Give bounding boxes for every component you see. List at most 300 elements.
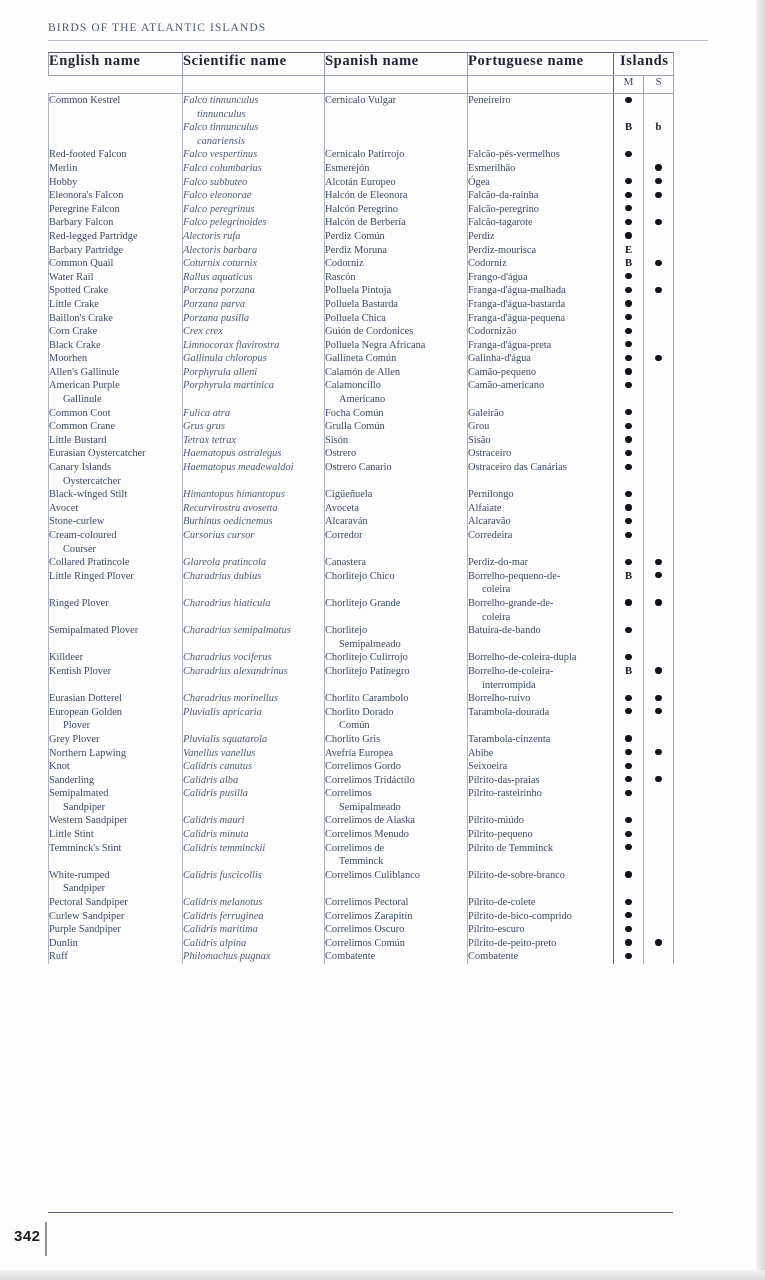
- cell-spanish-name: Focha Común: [325, 407, 468, 421]
- presence-dot: [625, 368, 631, 374]
- header-rule: [48, 40, 708, 41]
- presence-dot: [625, 532, 631, 538]
- cell-english-name: Eleonora's Falcon: [49, 189, 183, 203]
- cell-english-name: Red-legged Partridge: [49, 230, 183, 244]
- cell-scientific-name: Falco pelegrinoides: [183, 216, 325, 230]
- cell-island-m: [614, 665, 644, 692]
- cell-english-name: Purple Sandpiper: [49, 923, 183, 937]
- cell-island-m: [614, 162, 644, 176]
- presence-dot: [655, 192, 661, 198]
- cell-island-m: [614, 896, 644, 910]
- column-header-islands: Islands: [614, 53, 674, 76]
- subheader-blank-portuguese: [468, 76, 614, 94]
- cell-spanish-name: Cigüeñuela: [325, 488, 468, 502]
- cell-portuguese-name: Grou: [468, 420, 614, 434]
- subheader-islands-m: M: [614, 76, 644, 94]
- cell-english-name: [49, 121, 183, 148]
- table-row: [49, 937, 674, 951]
- presence-dot: [655, 287, 661, 293]
- scan-edge-bottom: [0, 1270, 765, 1280]
- table-row: [49, 842, 674, 869]
- table-row: [49, 651, 674, 665]
- cell-island-s: [644, 706, 674, 733]
- cell-scientific-name: Recurvirostra avosetta: [183, 502, 325, 516]
- cell-scientific-name: Porzana pusilla: [183, 312, 325, 326]
- cell-island-s: [644, 774, 674, 788]
- cell-island-s: [644, 570, 674, 597]
- cell-spanish-name: Rascón: [325, 271, 468, 285]
- cell-island-s: [644, 597, 674, 624]
- cell-spanish-name: Perdiz Común: [325, 230, 468, 244]
- table-row: [49, 828, 674, 842]
- table-row: [49, 760, 674, 774]
- cell-island-s: [644, 896, 674, 910]
- cell-spanish-name: Combatente: [325, 950, 468, 964]
- cell-island-m: [614, 284, 644, 298]
- cell-scientific-name: Calidris pusilla: [183, 787, 325, 814]
- cell-spanish-name: Polluela Negra Africana: [325, 339, 468, 353]
- cell-island-m: [614, 407, 644, 421]
- cell-island-m: [614, 203, 644, 217]
- presence-dot: [625, 287, 631, 293]
- cell-island-m: [614, 950, 644, 964]
- presence-dot: [655, 178, 661, 184]
- cell-scientific-name: Porphyrula alleni: [183, 366, 325, 380]
- cell-spanish-name: Esmerejón: [325, 162, 468, 176]
- cell-scientific-name: Calidris maritima: [183, 923, 325, 937]
- column-header-english: English name: [49, 53, 183, 76]
- cell-island-s: [644, 814, 674, 828]
- presence-dot: [625, 518, 631, 524]
- cell-scientific-name: Haematopus ostralegus: [183, 447, 325, 461]
- cell-island-s: [644, 420, 674, 434]
- cell-english-name: Peregrine Falcon: [49, 203, 183, 217]
- presence-letter: B: [624, 665, 633, 677]
- presence-dot: [625, 409, 631, 415]
- cell-portuguese-name: Pilrito-rasteirinho: [468, 787, 614, 814]
- cell-spanish-name: Avefría Europea: [325, 747, 468, 761]
- cell-island-m: [614, 94, 644, 122]
- cell-english-name: Collared Pratincole: [49, 556, 183, 570]
- table-row: [49, 447, 674, 461]
- cell-portuguese-name: Tarambola-dourada: [468, 706, 614, 733]
- cell-spanish-name: Chorlitejo Grande: [325, 597, 468, 624]
- cell-scientific-name: Charadrius alexandrinus: [183, 665, 325, 692]
- cell-portuguese-name: Perdiz-do-mar: [468, 556, 614, 570]
- presence-dot: [625, 300, 631, 306]
- cell-english-name: Grey Plover: [49, 733, 183, 747]
- cell-portuguese-name: Pilrito-de-sobre-branco: [468, 869, 614, 896]
- presence-letter: B: [624, 122, 633, 134]
- cell-island-s: [644, 461, 674, 488]
- presence-dot: [655, 776, 661, 782]
- cell-scientific-name: Alectoris rufa: [183, 230, 325, 244]
- presence-dot: [625, 817, 631, 823]
- cell-spanish-name: Polluela Chica: [325, 312, 468, 326]
- cell-spanish-name: Alcotán Europeo: [325, 176, 468, 190]
- cell-island-m: [614, 461, 644, 488]
- cell-island-m: [614, 760, 644, 774]
- cell-spanish-name: Correlimos Semipalmeado: [325, 787, 468, 814]
- cell-island-s: [644, 366, 674, 380]
- cell-spanish-name: Chorlitejo Chico: [325, 570, 468, 597]
- cell-portuguese-name: Pernilongo: [468, 488, 614, 502]
- presence-dot: [655, 599, 661, 605]
- table-row: [49, 461, 674, 488]
- cell-portuguese-name: Ostraceiro das Canárias: [468, 461, 614, 488]
- cell-island-s: [644, 352, 674, 366]
- cell-island-m: [614, 420, 644, 434]
- cell-english-name: Barbary Falcon: [49, 216, 183, 230]
- cell-portuguese-name: Sisão: [468, 434, 614, 448]
- cell-island-s: [644, 747, 674, 761]
- cell-portuguese-name: Camão-americano: [468, 379, 614, 406]
- folio-rule: [45, 1222, 47, 1256]
- cell-spanish-name: Correlimos Tridáctilo: [325, 774, 468, 788]
- cell-scientific-name: Himantopus himantopus: [183, 488, 325, 502]
- subheader-blank-english: [49, 76, 183, 94]
- cell-spanish-name: Correlimos Pectoral: [325, 896, 468, 910]
- cell-english-name: Common Kestrel: [49, 94, 183, 122]
- cell-spanish-name: Calamoncillo Americano: [325, 379, 468, 406]
- cell-island-m: [614, 651, 644, 665]
- cell-island-s: [644, 148, 674, 162]
- column-header-scientific: Scientific name: [183, 53, 325, 76]
- cell-scientific-name: Cursorius cursor: [183, 529, 325, 556]
- cell-island-m: [614, 257, 644, 271]
- cell-island-s: [644, 216, 674, 230]
- cell-scientific-name: Falco vespertinus: [183, 148, 325, 162]
- cell-spanish-name: Guión de Cordonices: [325, 325, 468, 339]
- table-row: [49, 379, 674, 406]
- cell-island-m: [614, 624, 644, 651]
- cell-scientific-name: Calidris alpina: [183, 937, 325, 951]
- presence-dot: [625, 695, 631, 701]
- presence-dot: [655, 355, 661, 361]
- cell-island-s: [644, 828, 674, 842]
- running-head: BIRDS OF THE ATLANTIC ISLANDS: [48, 22, 267, 34]
- cell-scientific-name: Porphyrula martinica: [183, 379, 325, 406]
- cell-scientific-name: Porzana parva: [183, 298, 325, 312]
- cell-spanish-name: Correlimos Gordo: [325, 760, 468, 774]
- cell-spanish-name: Corredor: [325, 529, 468, 556]
- cell-english-name: Avocet: [49, 502, 183, 516]
- cell-island-s: [644, 692, 674, 706]
- presence-dot: [655, 695, 661, 701]
- cell-portuguese-name: Falcão-peregrino: [468, 203, 614, 217]
- cell-spanish-name: Chorlitejo Patinegro: [325, 665, 468, 692]
- table-row: [49, 162, 674, 176]
- presence-dot: [625, 627, 631, 633]
- cell-portuguese-name: Perdiz: [468, 230, 614, 244]
- cell-island-s: [644, 244, 674, 258]
- presence-dot: [625, 708, 631, 714]
- species-table-container: [48, 52, 673, 964]
- cell-island-s: [644, 176, 674, 190]
- cell-scientific-name: Gallinula chloropus: [183, 352, 325, 366]
- cell-island-m: [614, 814, 644, 828]
- table-row: [49, 787, 674, 814]
- cell-island-m: [614, 366, 644, 380]
- cell-scientific-name: Calidris mauri: [183, 814, 325, 828]
- cell-english-name: European Golden Plover: [49, 706, 183, 733]
- cell-portuguese-name: Pilrito-de-peito-preto: [468, 937, 614, 951]
- presence-letter: B: [624, 258, 633, 270]
- presence-dot: [625, 205, 631, 211]
- header-row-sub: [49, 76, 674, 94]
- cell-scientific-name: Calidris melanotus: [183, 896, 325, 910]
- cell-spanish-name: Halcón de Berbería: [325, 216, 468, 230]
- presence-dot: [625, 436, 631, 442]
- table-header: [49, 53, 674, 94]
- cell-island-s: [644, 325, 674, 339]
- page-number: 342: [14, 1228, 41, 1245]
- cell-spanish-name: Chorlito Dorado Común: [325, 706, 468, 733]
- cell-island-s: [644, 121, 674, 148]
- cell-spanish-name: Gallineta Común: [325, 352, 468, 366]
- presence-dot: [625, 219, 631, 225]
- cell-island-s: [644, 379, 674, 406]
- cell-spanish-name: Ostrero: [325, 447, 468, 461]
- cell-island-m: [614, 148, 644, 162]
- cell-scientific-name: Charadrius morinellus: [183, 692, 325, 706]
- cell-portuguese-name: Pilrito-pequeno: [468, 828, 614, 842]
- presence-dot: [625, 450, 631, 456]
- cell-english-name: Knot: [49, 760, 183, 774]
- cell-island-s: [644, 339, 674, 353]
- cell-english-name: Red-footed Falcon: [49, 148, 183, 162]
- cell-portuguese-name: Tarambola-cinzenta: [468, 733, 614, 747]
- presence-dot: [625, 654, 631, 660]
- cell-island-s: [644, 312, 674, 326]
- cell-portuguese-name: Pilrito-escuro: [468, 923, 614, 937]
- cell-spanish-name: [325, 121, 468, 148]
- cell-portuguese-name: Pilrito-das-praias: [468, 774, 614, 788]
- cell-island-s: [644, 447, 674, 461]
- cell-portuguese-name: Borrelho-grande-de- coleira: [468, 597, 614, 624]
- cell-english-name: Temminck's Stint: [49, 842, 183, 869]
- cell-island-s: [644, 760, 674, 774]
- cell-portuguese-name: Falcão-da-rainha: [468, 189, 614, 203]
- table-row: [49, 774, 674, 788]
- cell-island-m: [614, 216, 644, 230]
- cell-scientific-name: Falco eleonorae: [183, 189, 325, 203]
- cell-english-name: Northern Lapwing: [49, 747, 183, 761]
- table-row: [49, 298, 674, 312]
- cell-spanish-name: Grulla Común: [325, 420, 468, 434]
- table-row: [49, 923, 674, 937]
- cell-english-name: Little Crake: [49, 298, 183, 312]
- cell-scientific-name: Charadrius hiaticula: [183, 597, 325, 624]
- cell-spanish-name: Correlimos Zarapitín: [325, 910, 468, 924]
- cell-spanish-name: Calamón de Allen: [325, 366, 468, 380]
- cell-scientific-name: Calidris fuscicollis: [183, 869, 325, 896]
- cell-english-name: Common Coot: [49, 407, 183, 421]
- cell-english-name: Little Ringed Plover: [49, 570, 183, 597]
- cell-english-name: Common Quail: [49, 257, 183, 271]
- table-row: [49, 570, 674, 597]
- cell-island-s: [644, 950, 674, 964]
- subheader-islands-s: S: [644, 76, 674, 94]
- presence-dot: [655, 939, 661, 945]
- table-row: [49, 624, 674, 651]
- cell-portuguese-name: Batuira-de-bando: [468, 624, 614, 651]
- cell-island-m: [614, 244, 644, 258]
- cell-island-s: [644, 94, 674, 122]
- cell-island-s: [644, 624, 674, 651]
- cell-island-m: [614, 747, 644, 761]
- presence-dot: [625, 504, 631, 510]
- table-row: [49, 869, 674, 896]
- cell-english-name: Water Rail: [49, 271, 183, 285]
- cell-island-m: [614, 842, 644, 869]
- table-body: [49, 94, 674, 965]
- cell-portuguese-name: Pilrito de Temminck: [468, 842, 614, 869]
- table-row: [49, 271, 674, 285]
- cell-english-name: Western Sandpiper: [49, 814, 183, 828]
- cell-island-s: [644, 910, 674, 924]
- presence-dot: [625, 844, 631, 850]
- cell-portuguese-name: Franga-d'água-pequena: [468, 312, 614, 326]
- cell-island-m: [614, 529, 644, 556]
- presence-dot: [625, 831, 631, 837]
- cell-english-name: Black Crake: [49, 339, 183, 353]
- cell-spanish-name: Correlimos Culiblanco: [325, 869, 468, 896]
- cell-island-m: [614, 488, 644, 502]
- cell-scientific-name: Porzana porzana: [183, 284, 325, 298]
- table-row: [49, 257, 674, 271]
- cell-spanish-name: Correlimos Común: [325, 937, 468, 951]
- cell-island-s: [644, 923, 674, 937]
- cell-english-name: Allen's Gallinule: [49, 366, 183, 380]
- table-row: [49, 230, 674, 244]
- cell-scientific-name: Charadrius dubius: [183, 570, 325, 597]
- cell-english-name: Semipalmated Sandpiper: [49, 787, 183, 814]
- cell-portuguese-name: Peneireiro: [468, 94, 614, 122]
- presence-dot: [655, 219, 661, 225]
- presence-dot: [625, 735, 631, 741]
- cell-scientific-name: Crex crex: [183, 325, 325, 339]
- cell-scientific-name: Falco tinnunculus canariensis: [183, 121, 325, 148]
- cell-english-name: Cream-coloured Courser: [49, 529, 183, 556]
- cell-english-name: Little Bustard: [49, 434, 183, 448]
- cell-spanish-name: Correlimos Oscuro: [325, 923, 468, 937]
- cell-spanish-name: Cernicalo Vulgar: [325, 94, 468, 122]
- cell-english-name: Baillon's Crake: [49, 312, 183, 326]
- cell-scientific-name: Charadrius vociferus: [183, 651, 325, 665]
- cell-english-name: Canary Islands Oystercatcher: [49, 461, 183, 488]
- cell-scientific-name: Alectoris barbara: [183, 244, 325, 258]
- cell-spanish-name: Polluela Bastarda: [325, 298, 468, 312]
- cell-island-m: [614, 556, 644, 570]
- cell-english-name: Eurasian Oystercatcher: [49, 447, 183, 461]
- cell-island-s: [644, 407, 674, 421]
- presence-dot: [655, 572, 661, 578]
- presence-dot: [625, 232, 631, 238]
- cell-island-m: [614, 312, 644, 326]
- cell-scientific-name: Coturnix coturnix: [183, 257, 325, 271]
- presence-dot: [655, 667, 661, 673]
- table-row: [49, 366, 674, 380]
- table-row: [49, 529, 674, 556]
- cell-scientific-name: Haematopus meadewaldoi: [183, 461, 325, 488]
- table-row: [49, 706, 674, 733]
- cell-portuguese-name: Franga-d'água-bastarda: [468, 298, 614, 312]
- presence-dot: [625, 491, 631, 497]
- cell-island-s: [644, 529, 674, 556]
- cell-english-name: Kentish Plover: [49, 665, 183, 692]
- cell-spanish-name: Halcón de Eleonora: [325, 189, 468, 203]
- presence-dot: [625, 341, 631, 347]
- presence-dot: [655, 260, 661, 266]
- cell-island-s: [644, 271, 674, 285]
- cell-island-m: [614, 434, 644, 448]
- cell-spanish-name: Perdiz Moruna: [325, 244, 468, 258]
- presence-letter: b: [655, 122, 662, 134]
- cell-portuguese-name: Alcaravão: [468, 515, 614, 529]
- cell-portuguese-name: Galinha-d'água: [468, 352, 614, 366]
- scan-edge-right: [756, 0, 765, 1280]
- presence-dot: [625, 355, 631, 361]
- cell-spanish-name: Cernicalo Patirrojo: [325, 148, 468, 162]
- cell-portuguese-name: Alfaiate: [468, 502, 614, 516]
- cell-portuguese-name: Franga-d'água-malhada: [468, 284, 614, 298]
- cell-island-m: [614, 447, 644, 461]
- cell-spanish-name: Polluela Pintoja: [325, 284, 468, 298]
- presence-dot: [625, 273, 631, 279]
- cell-island-m: [614, 230, 644, 244]
- presence-dot: [655, 559, 661, 565]
- cell-portuguese-name: Pilrito-miúdo: [468, 814, 614, 828]
- cell-spanish-name: Avoceta: [325, 502, 468, 516]
- cell-island-s: [644, 556, 674, 570]
- table-row: [49, 352, 674, 366]
- cell-island-m: [614, 189, 644, 203]
- presence-letter: B: [624, 570, 633, 582]
- cell-island-m: [614, 352, 644, 366]
- cell-island-s: [644, 230, 674, 244]
- cell-island-m: [614, 869, 644, 896]
- cell-scientific-name: Calidris alba: [183, 774, 325, 788]
- cell-portuguese-name: Seixoeira: [468, 760, 614, 774]
- table-row: [49, 502, 674, 516]
- cell-island-m: [614, 176, 644, 190]
- presence-dot: [655, 164, 661, 170]
- presence-dot: [625, 328, 631, 334]
- cell-english-name: Curlew Sandpiper: [49, 910, 183, 924]
- table-row: [49, 420, 674, 434]
- cell-island-s: [644, 787, 674, 814]
- cell-island-s: [644, 665, 674, 692]
- cell-island-s: [644, 284, 674, 298]
- subheader-blank-scientific: [183, 76, 325, 94]
- cell-island-m: [614, 379, 644, 406]
- cell-english-name: Ringed Plover: [49, 597, 183, 624]
- cell-english-name: Ruff: [49, 950, 183, 964]
- species-table: [48, 52, 674, 964]
- cell-island-m: [614, 597, 644, 624]
- cell-portuguese-name: Pilrito-de-bico-comprido: [468, 910, 614, 924]
- cell-scientific-name: Limnocorax flavirostra: [183, 339, 325, 353]
- cell-island-s: [644, 733, 674, 747]
- presence-dot: [625, 926, 631, 932]
- cell-english-name: Black-winged Stilt: [49, 488, 183, 502]
- cell-spanish-name: Correlimos Menudo: [325, 828, 468, 842]
- presence-dot: [625, 464, 631, 470]
- cell-island-m: [614, 271, 644, 285]
- cell-scientific-name: Pluvialis apricaria: [183, 706, 325, 733]
- cell-island-s: [644, 842, 674, 869]
